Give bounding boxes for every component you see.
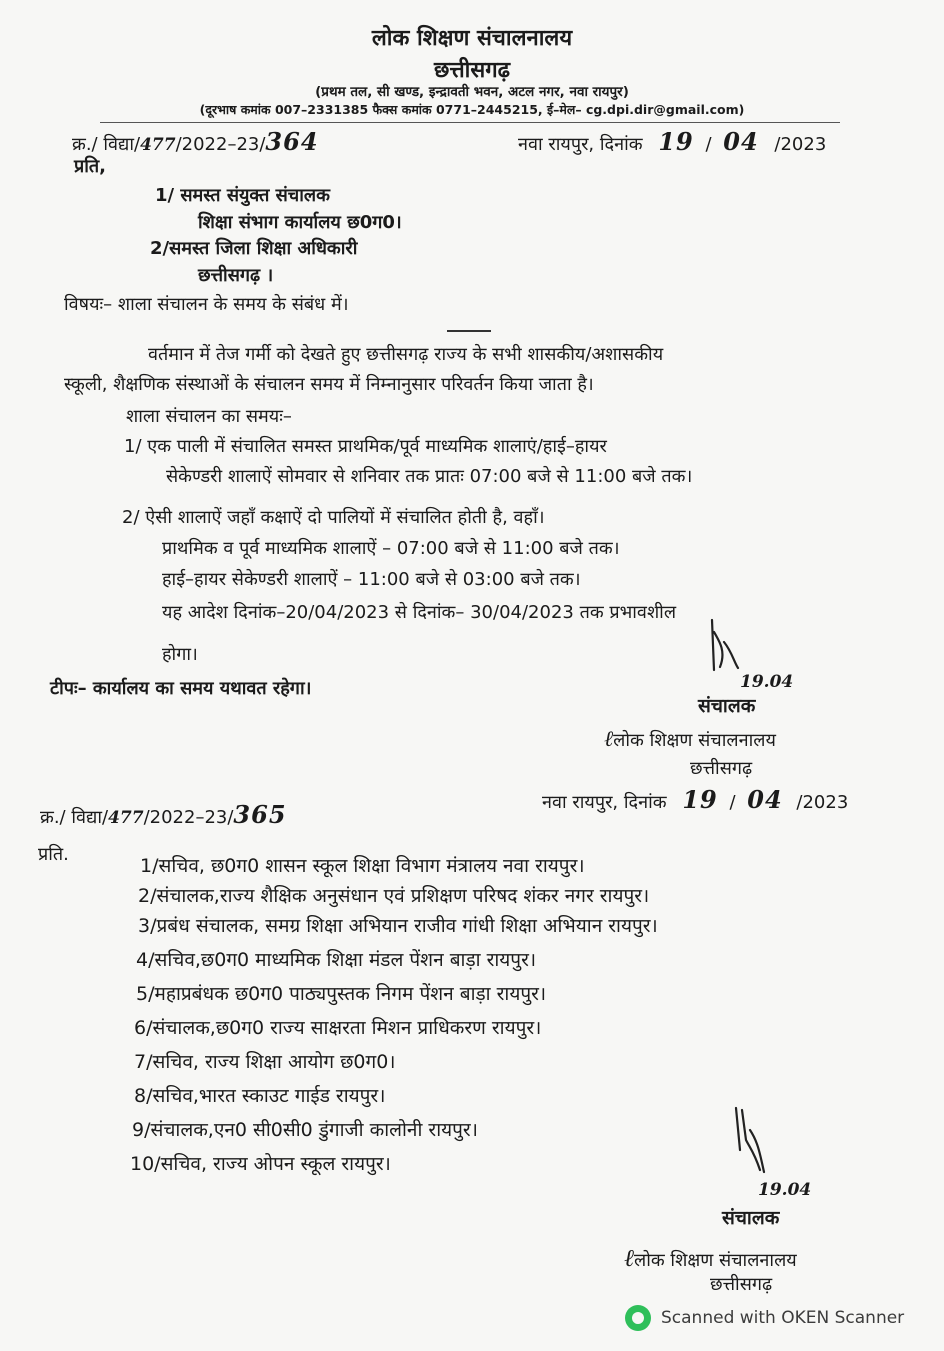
- order1-sign-date: 19.04: [740, 672, 794, 692]
- order1-ref-prefix: क्र./ विद्या/: [72, 134, 141, 155]
- order1-subject: विषयः– शाला संचालन के समय के संबंध में।: [64, 294, 349, 315]
- order2-date-line: नवा रायपुर, दिनांक 19 / 04 /2023: [542, 785, 849, 814]
- copy-recipient: 8/सचिव,भारत स्काउट गाईड रायपुर।: [134, 1085, 386, 1107]
- order2-reference: [40, 800, 287, 829]
- copy-recipient: 4/सचिव,छ0ग0 माध्यमिक शिक्षा मंडल पेंशन बाड़ा रायपुर।: [136, 949, 537, 971]
- order2-ref-handwritten: 477: [108, 808, 144, 828]
- order1-body-line: हाई–हायर सेकेण्डरी शालाऐं – 11:00 बजे से 03:00 बजे तक।: [162, 569, 581, 590]
- order1-body-line: शाला संचालन का समयः–: [126, 406, 292, 427]
- order1-body-line: सेकेण्डरी शालाऐं सोमवार से शनिवार तक प्रातः 07:00 बजे से 11:00 बजे तक।: [166, 466, 693, 487]
- order1-ref-year: /2022–23/: [175, 134, 266, 155]
- order1-date-year: /2023: [774, 134, 827, 155]
- order2-date-year: /2023: [796, 792, 849, 813]
- order2-signatory: संचालक: [722, 1207, 780, 1229]
- order1-place-date: नवा रायपुर, दिनांक: [518, 134, 643, 155]
- order1-office-state: छत्तीसगढ़: [690, 758, 753, 779]
- order1-body-line: स्कूली, शैक्षणिक संस्थाओं के संचालन समय में निम्नानुसार परिवर्तन किया जाता है।: [64, 374, 594, 395]
- office-title: लोक शिक्षण संचालनालय: [371, 26, 573, 51]
- order1-note: टीपः– कार्यालय का समय यथावत रहेगा।: [50, 678, 312, 699]
- order1-signatory: संचालक: [698, 695, 756, 717]
- order2-ref-prefix: क्र./ विद्या/: [40, 807, 109, 828]
- copy-recipient: 3/प्रबंध संचालक, समग्र शिक्षा अभियान राजीव गांधी शिक्षा अभियान रायपुर।: [138, 915, 658, 937]
- order1-date-line: नवा रायपुर, दिनांक 19 / 04 /2023: [518, 127, 827, 156]
- order2-place-date: नवा रायपुर, दिनांक: [542, 792, 667, 813]
- order1-date-day: 19: [658, 127, 694, 156]
- order2-date-day: 19: [682, 785, 718, 814]
- order2-office-state-partial: छत्तीसगढ़: [710, 1274, 773, 1295]
- order1-body-line: यह आदेश दिनांक–20/04/2023 से दिनांक– 30/04/2023 तक प्रभावशील: [162, 602, 677, 623]
- office-contact: (दूरभाष कमांक 007–2331385 फैक्स कमांक 0771–2445215, ई–मेल– cg.dpi.dir@gmail.com): [199, 102, 745, 117]
- order1-ref-number: 364: [265, 127, 319, 156]
- copy-recipient: 2/संचालक,राज्य शैक्षिक अनुसंधान एवं प्रशिक्षण परिषद शंकर नगर रायपुर।: [138, 885, 650, 907]
- order2-ref-number: 365: [233, 800, 287, 829]
- copy-recipient: 6/संचालक,छ0ग0 राज्य साक्षरता मिशन प्राधिकरण रायपुर।: [134, 1017, 542, 1039]
- order1-body-line: प्राथमिक व पूर्व माध्यमिक शालाऐं – 07:00 बजे से 11:00 बजे तक।: [162, 538, 620, 559]
- order1-recipient-line: 2/समस्त जिला शिक्षा अधिकारी: [150, 238, 358, 259]
- copy-recipient: 7/सचिव, राज्य शिक्षा आयोग छ0ग0।: [134, 1051, 396, 1073]
- order2-ref-year: /2022–23/: [143, 807, 234, 828]
- scanner-watermark: [625, 1303, 904, 1333]
- order1-date-month: 04: [723, 127, 759, 156]
- oken-logo-icon: [625, 1305, 651, 1331]
- office-state: छत्तीसगढ़: [434, 58, 510, 83]
- subject-underline: [447, 330, 491, 332]
- order1-reference: [72, 127, 319, 156]
- order1-body-line: 2/ ऐसी शालाऐं जहाँ कक्षाऐं दो पालियों में संचालित होती है, वहाँ।: [122, 507, 545, 528]
- order1-recipient-line: शिक्षा संभाग कार्यालय छ0ग0।: [198, 212, 402, 233]
- order1-recipient-line: 1/ समस्त संयुक्त संचालक: [155, 185, 330, 206]
- order1-office: ℓलोक शिक्षण संचालनालय: [604, 727, 776, 752]
- order1-body-line: 1/ एक पाली में संचालित समस्त प्राथमिक/पूर्व माध्यमिक शालाएं/हाई–हायर: [124, 436, 607, 457]
- order1-prati: प्रति,: [74, 156, 107, 177]
- order1-body-line: वर्तमान में तेज गर्मी को देखते हुए छत्तीसगढ़ राज्य के सभी शासकीय/अशासकीय: [148, 344, 664, 365]
- signature-2: [720, 1100, 810, 1190]
- order1-ref-handwritten: 477: [140, 135, 176, 155]
- office-address: (प्रथम तल, सी खण्ड, इन्द्रावती भवन, अटल नगर, नवा रायपुर): [315, 84, 629, 100]
- order2-prati: प्रति.: [38, 844, 69, 865]
- copy-recipient: 10/सचिव, राज्य ओपन स्कूल रायपुर।: [130, 1153, 391, 1175]
- order2-date-month: 04: [747, 785, 783, 814]
- order1-body-line: होगा।: [162, 644, 198, 665]
- header-rule: [100, 122, 840, 123]
- order2-sign-date: 19.04: [758, 1180, 812, 1200]
- order1-recipient-line: छत्तीसगढ़ ।: [198, 265, 274, 286]
- copy-recipient: 5/महाप्रबंधक छ0ग0 पाठ्यपुस्तक निगम पेंशन बाड़ा रायपुर।: [136, 983, 547, 1005]
- copy-recipient: 9/संचालक,एन0 सी0सी0 डुंगाजी कालोनी रायपुर।: [132, 1119, 478, 1141]
- order2-office: ℓलोक शिक्षण संचालनालय: [624, 1244, 797, 1272]
- copy-recipient: 1/सचिव, छ0ग0 शासन स्कूल शिक्षा विभाग मंत्रालय नवा रायपुर।: [140, 855, 585, 877]
- scanner-text: Scanned with OKEN Scanner: [661, 1308, 905, 1328]
